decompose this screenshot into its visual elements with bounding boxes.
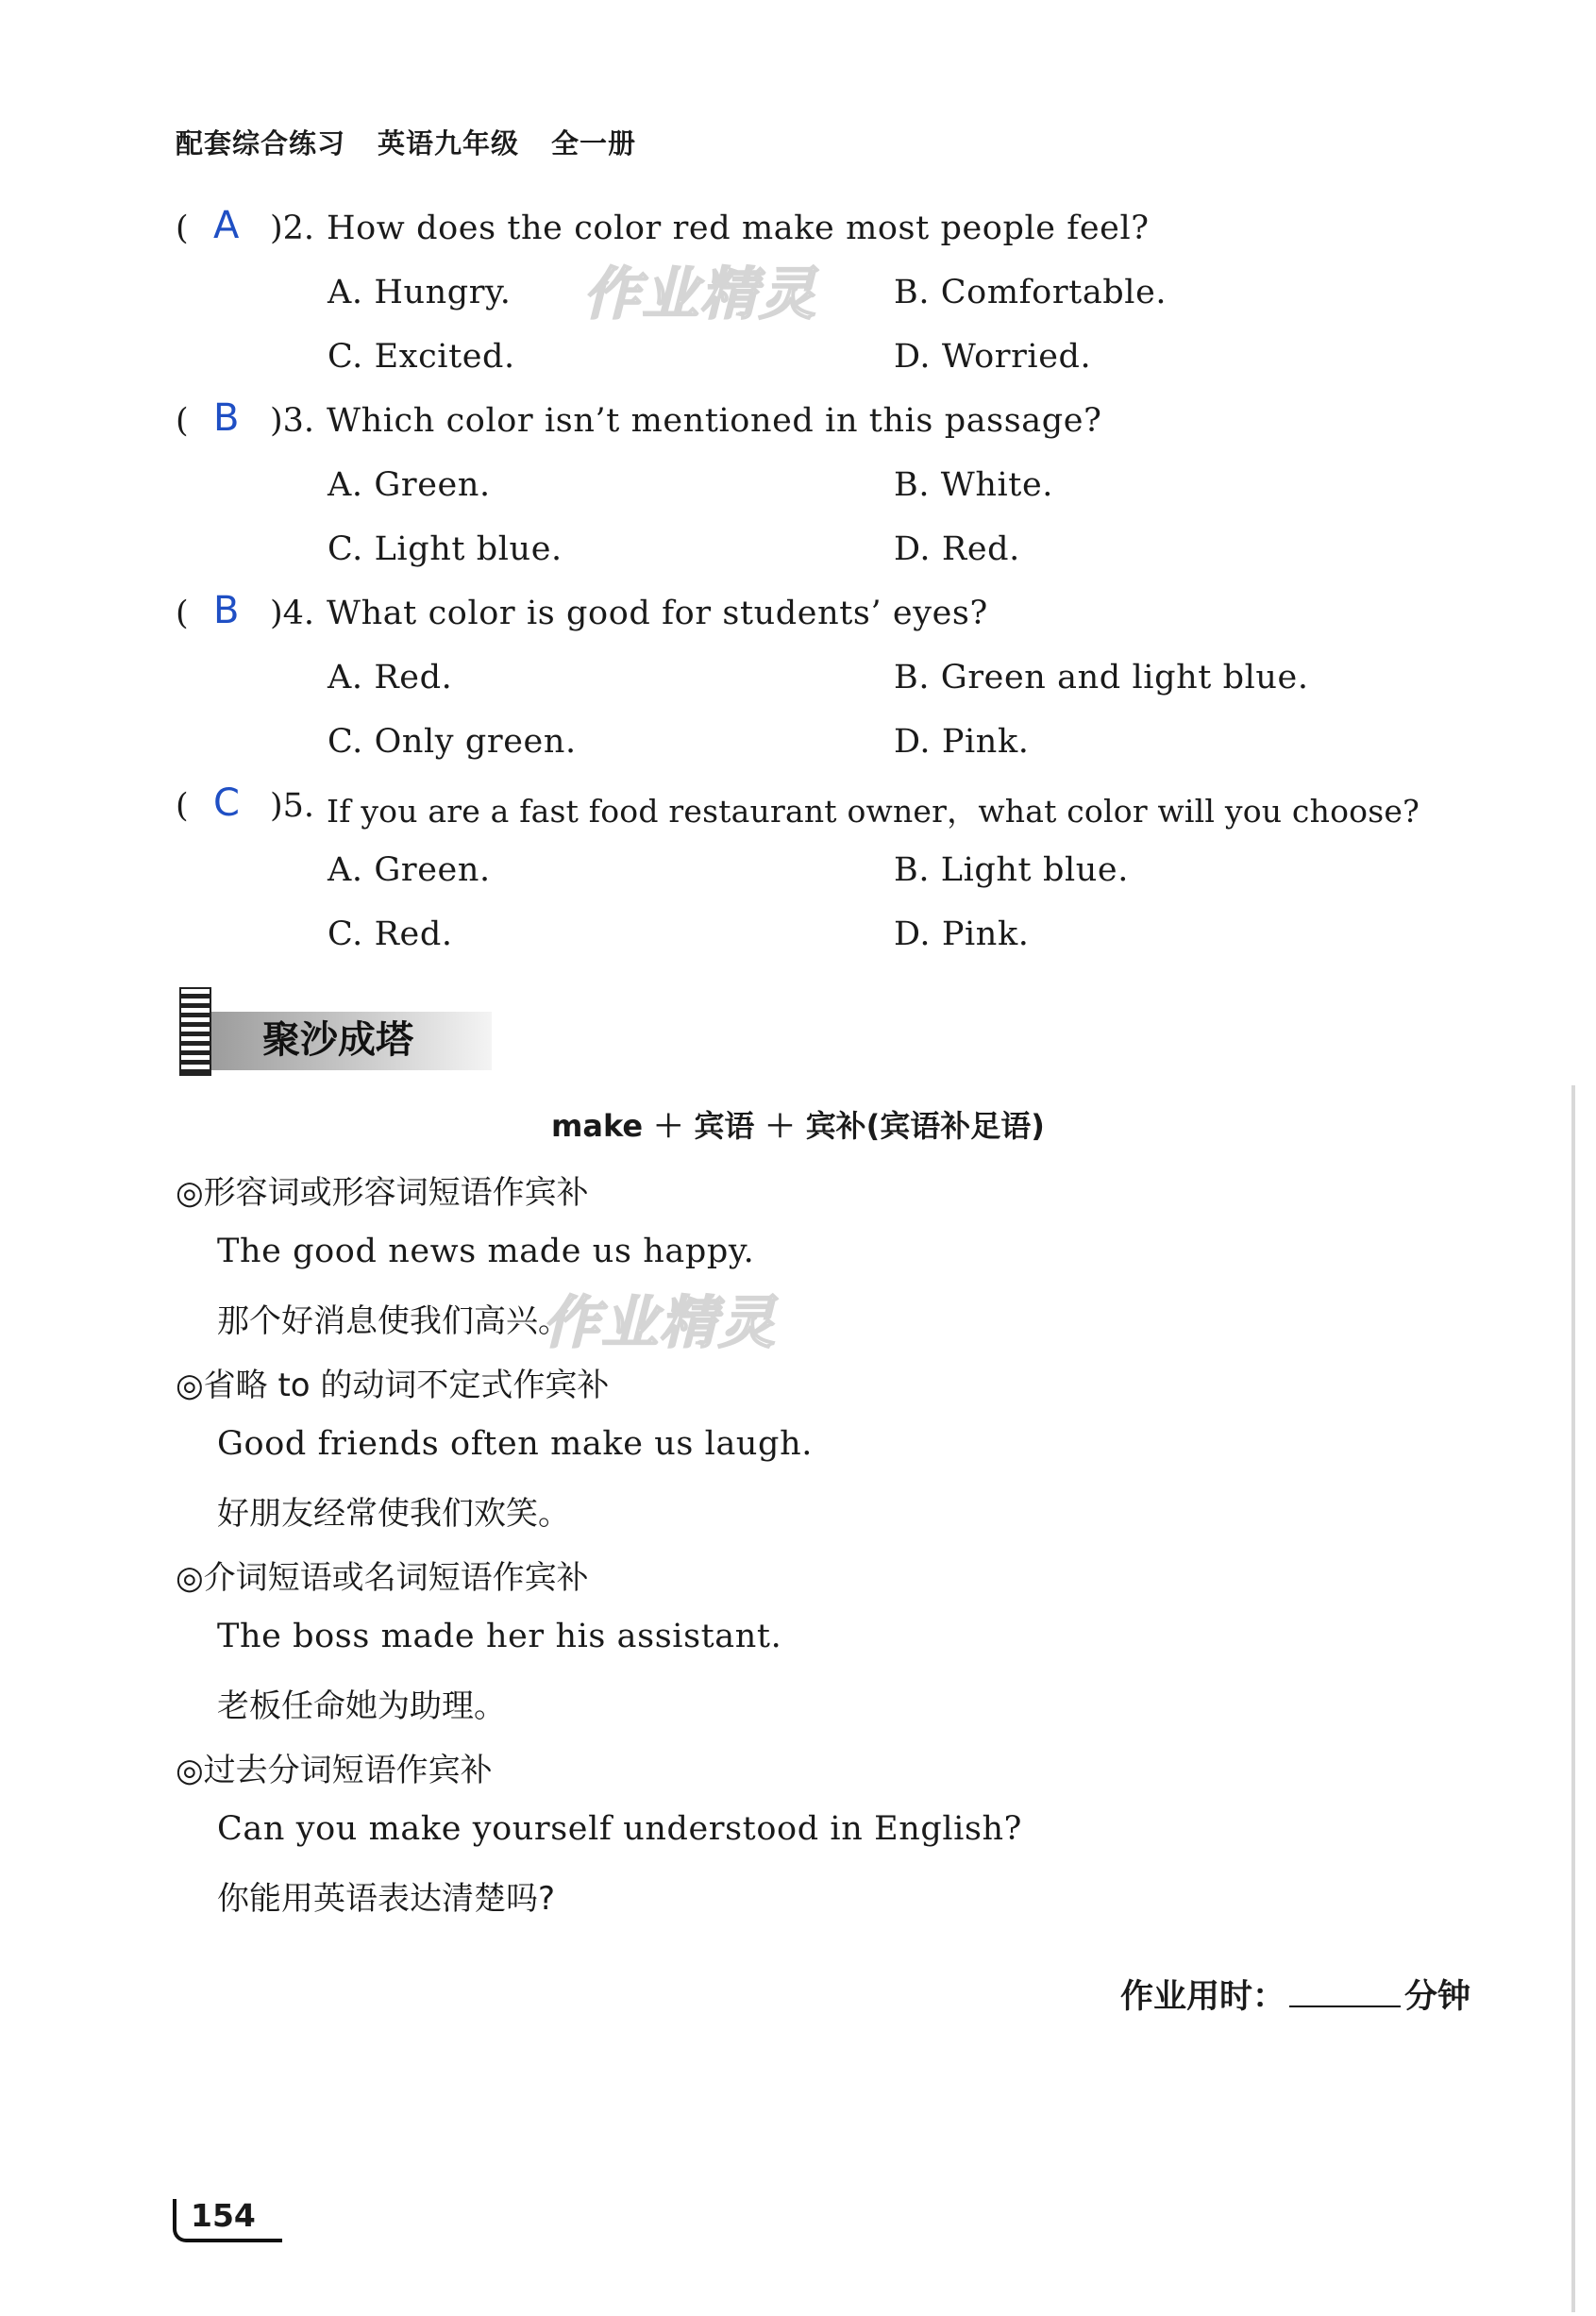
option-d: D. Pink. <box>894 915 1030 953</box>
timer-unit: 分钟 <box>1403 1978 1470 2016</box>
timer-label: 作业用时： <box>1119 1978 1285 2016</box>
option-c: C. Light blue. <box>328 530 563 568</box>
option-b: B. Green and light blue. <box>894 659 1309 696</box>
example-chinese: 那个好消息使我们高兴。 <box>217 1302 570 1340</box>
option-c: C. Red. <box>328 915 453 953</box>
question-number: )5. <box>270 787 315 825</box>
section-subtitle: make ＋ 宾语 ＋ 宾补(宾语补足语) <box>551 1108 1045 1144</box>
example-chinese: 你能用英语表达清楚吗? <box>217 1880 556 1918</box>
page-header <box>176 123 668 161</box>
paren-open: ( <box>176 787 189 825</box>
option-c: C. Only green. <box>328 723 577 761</box>
option-b: B. White. <box>894 466 1053 504</box>
option-c: C. Excited. <box>328 338 515 376</box>
example-english: Can you make yourself understood in English? <box>217 1810 1023 1848</box>
rule-heading: ◎形容词或形容词短语作宾补 <box>176 1174 589 1212</box>
rule-heading: ◎过去分词短语作宾补 <box>176 1752 493 1789</box>
question-stem: Which color isn’t mentioned in this passage? <box>327 402 1102 440</box>
homework-timer <box>1120 1971 1470 2018</box>
option-d: D. Pink. <box>894 723 1030 761</box>
example-chinese: 老板任命她为助理。 <box>217 1687 506 1725</box>
page-edge-shadow <box>1571 1085 1575 2312</box>
watermark: 作业精灵 <box>583 261 817 327</box>
option-d: D. Red. <box>894 530 1020 568</box>
header-book: 配套综合练习 <box>176 127 346 159</box>
option-a: A. Red. <box>328 659 453 696</box>
option-d: D. Worried. <box>894 338 1092 376</box>
example-english: The good news made us happy. <box>217 1233 755 1270</box>
option-b: B. Light blue. <box>894 851 1129 889</box>
section-title: 聚沙成塔 <box>262 1018 413 1062</box>
question-number: )2. <box>270 210 315 247</box>
option-b: B. Comfortable. <box>894 274 1168 311</box>
option-a: A. Green. <box>328 466 491 504</box>
question-number: )3. <box>270 402 315 440</box>
section-banner <box>176 982 496 1076</box>
page-number: 154 <box>191 2197 256 2234</box>
answer-mark: A <box>213 204 240 247</box>
paren-open: ( <box>176 210 189 247</box>
watermark: 作业精灵 <box>543 1290 777 1356</box>
option-a: A. Green. <box>328 851 491 889</box>
rule-heading: ◎介词短语或名词短语作宾补 <box>176 1559 589 1597</box>
question-stem: How does the color red make most people feel? <box>327 210 1150 247</box>
option-a: A. Hungry. <box>328 274 512 311</box>
answer-mark: B <box>213 589 240 632</box>
example-chinese: 好朋友经常使我们欢笑。 <box>217 1495 570 1533</box>
example-english: Good friends often make us laugh. <box>217 1425 813 1463</box>
answer-mark: B <box>213 396 240 440</box>
answer-mark: C <box>213 781 240 825</box>
header-volume: 全一册 <box>551 127 637 159</box>
paren-open: ( <box>176 595 189 632</box>
rule-heading: ◎省略 to 的动词不定式作宾补 <box>176 1367 610 1404</box>
question-number: )4. <box>270 595 315 632</box>
header-subject: 英语九年级 <box>378 127 520 159</box>
banner-stripe-icon <box>179 987 211 1076</box>
timer-blank[interactable] <box>1289 1977 1401 2007</box>
example-english: The boss made her his assistant. <box>217 1618 782 1655</box>
paren-open: ( <box>176 402 189 440</box>
question-stem: If you are a fast food restaurant owner，what color will you choose? <box>327 793 1420 830</box>
question-stem: What color is good for students’ eyes? <box>327 595 988 632</box>
